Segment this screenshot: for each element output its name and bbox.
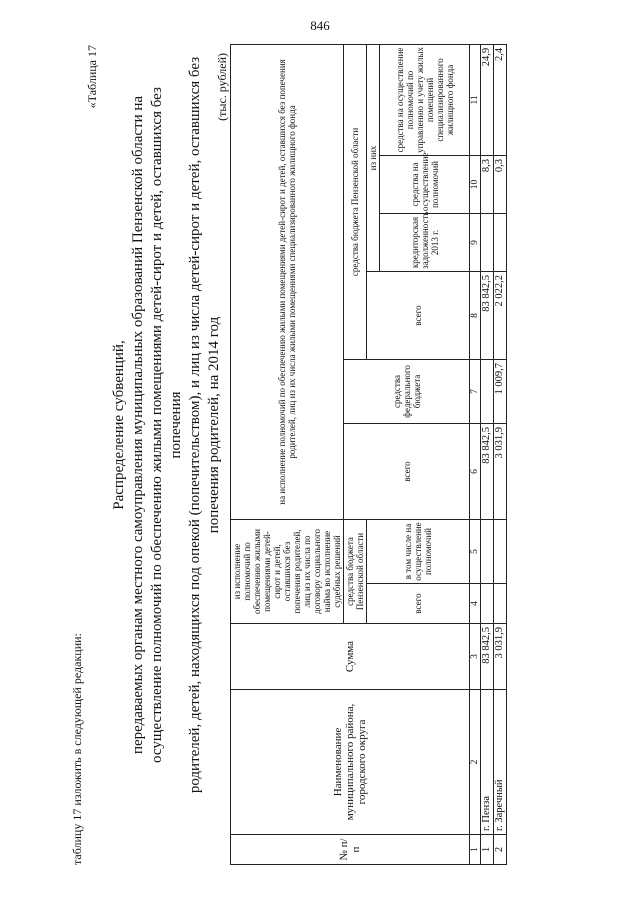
cell-c6: 3 031,9 <box>494 424 507 520</box>
col-number: 6 <box>470 424 481 520</box>
col-number: 7 <box>470 360 481 424</box>
col-number: 1 <box>470 835 481 865</box>
cell-c7: 1 009,7 <box>494 360 507 424</box>
header-group1-sub: средства бюджета Пензенской области <box>344 520 367 624</box>
cell-c11: 24,9 <box>481 44 494 155</box>
cell-c10: 8,3 <box>481 156 494 214</box>
header-g2-admin: средства на осуществление полномочий по управлению и учету жилых помещений специализированного жилищного фонда <box>380 44 470 155</box>
header-g2-reg-total: всего <box>367 272 470 360</box>
table-reference: «Таблица 17 <box>85 45 99 109</box>
column-number-row <box>470 44 481 864</box>
title-line: Распределение субвенций, <box>111 340 127 510</box>
title-line: родителей, детей, находящихся под опекой (попечительством), и лиц из числа детей-сирот и детей, оставшихся без <box>187 56 203 794</box>
col-number: 9 <box>470 214 481 272</box>
col-number: 5 <box>470 520 481 584</box>
cell-c8: 2 022,2 <box>494 272 507 360</box>
header-g2-reg: средства бюджета Пензенской области <box>344 44 367 359</box>
cell-c10: 0,3 <box>494 156 507 214</box>
page-number: 846 <box>310 18 330 33</box>
cell-c5 <box>494 520 507 584</box>
cell-num: 1 <box>481 835 494 865</box>
header-group1: из исполнение полномочий по обеспечению жилыми помещениями детей-сирот и детей, оставшихся без попечения родителей, лиц из их числа по договору социального найма во исполнение судебных решений <box>231 520 344 624</box>
col-number: 4 <box>470 584 481 624</box>
cell-c6: 83 842,5 <box>481 424 494 520</box>
cell-sum: 83 842,5 <box>481 624 494 690</box>
cell-name: г. Заречный <box>494 690 507 835</box>
title-line: передаваемых органам местного самоуправления муниципальных образований Пензенской области на <box>130 95 146 755</box>
header-g1-incl: в том числе на осуществление полномочий <box>367 520 470 584</box>
col-number: 2 <box>470 690 481 835</box>
title-line: попечения родителей, на 2014 год <box>206 316 222 534</box>
intro-text: таблицу 17 изложить в следующей редакции: <box>70 633 84 865</box>
cell-sum: 3 031,9 <box>494 624 507 690</box>
title-line: осуществление полномочий по обеспечению жилыми помещениями детей-сирот и детей, оставшихся без попечения <box>149 87 184 763</box>
header-g2-powers: средства на осуществление полномочий <box>380 156 470 214</box>
cell-c8: 83 842,5 <box>481 272 494 360</box>
units-label: (тыс. рублей) <box>215 53 229 121</box>
cell-c5 <box>481 520 494 584</box>
col-number: 11 <box>470 44 481 155</box>
cell-c4 <box>494 584 507 624</box>
header-sum: Сумма <box>231 624 470 690</box>
col-number: 10 <box>470 156 481 214</box>
table-row <box>481 44 494 864</box>
rotated-page-content <box>70 45 630 865</box>
header-g2-incl: из них <box>367 44 380 271</box>
cell-c11: 2,4 <box>494 44 507 155</box>
col-number: 8 <box>470 272 481 360</box>
cell-c9 <box>494 214 507 272</box>
header-num: № п/п <box>231 835 470 865</box>
cell-num: 2 <box>494 835 507 865</box>
header-name: Наименование муниципального района, городского округа <box>231 690 470 835</box>
cell-c9 <box>481 214 494 272</box>
subvention-table <box>230 44 507 865</box>
cell-name: г. Пенза <box>481 690 494 835</box>
header-g2-credit: кредиторская задолженность 2013 г. <box>380 214 470 272</box>
table-row <box>494 44 507 864</box>
header-g1-total: всего <box>367 584 470 624</box>
document-title <box>110 55 224 795</box>
cell-c4 <box>481 584 494 624</box>
header-g2-fed: средства федерального бюджета <box>344 360 470 424</box>
cell-c7 <box>481 360 494 424</box>
header-group2: на исполнение полномочий по обеспечению жилыми помещениями детей-сирот и детей, оставшихся без попечения родителей, лиц из их числа жилыми помещениями специализированного жилищного фонда <box>231 44 344 519</box>
col-number: 3 <box>470 624 481 690</box>
header-g2-total: всего <box>344 424 470 520</box>
